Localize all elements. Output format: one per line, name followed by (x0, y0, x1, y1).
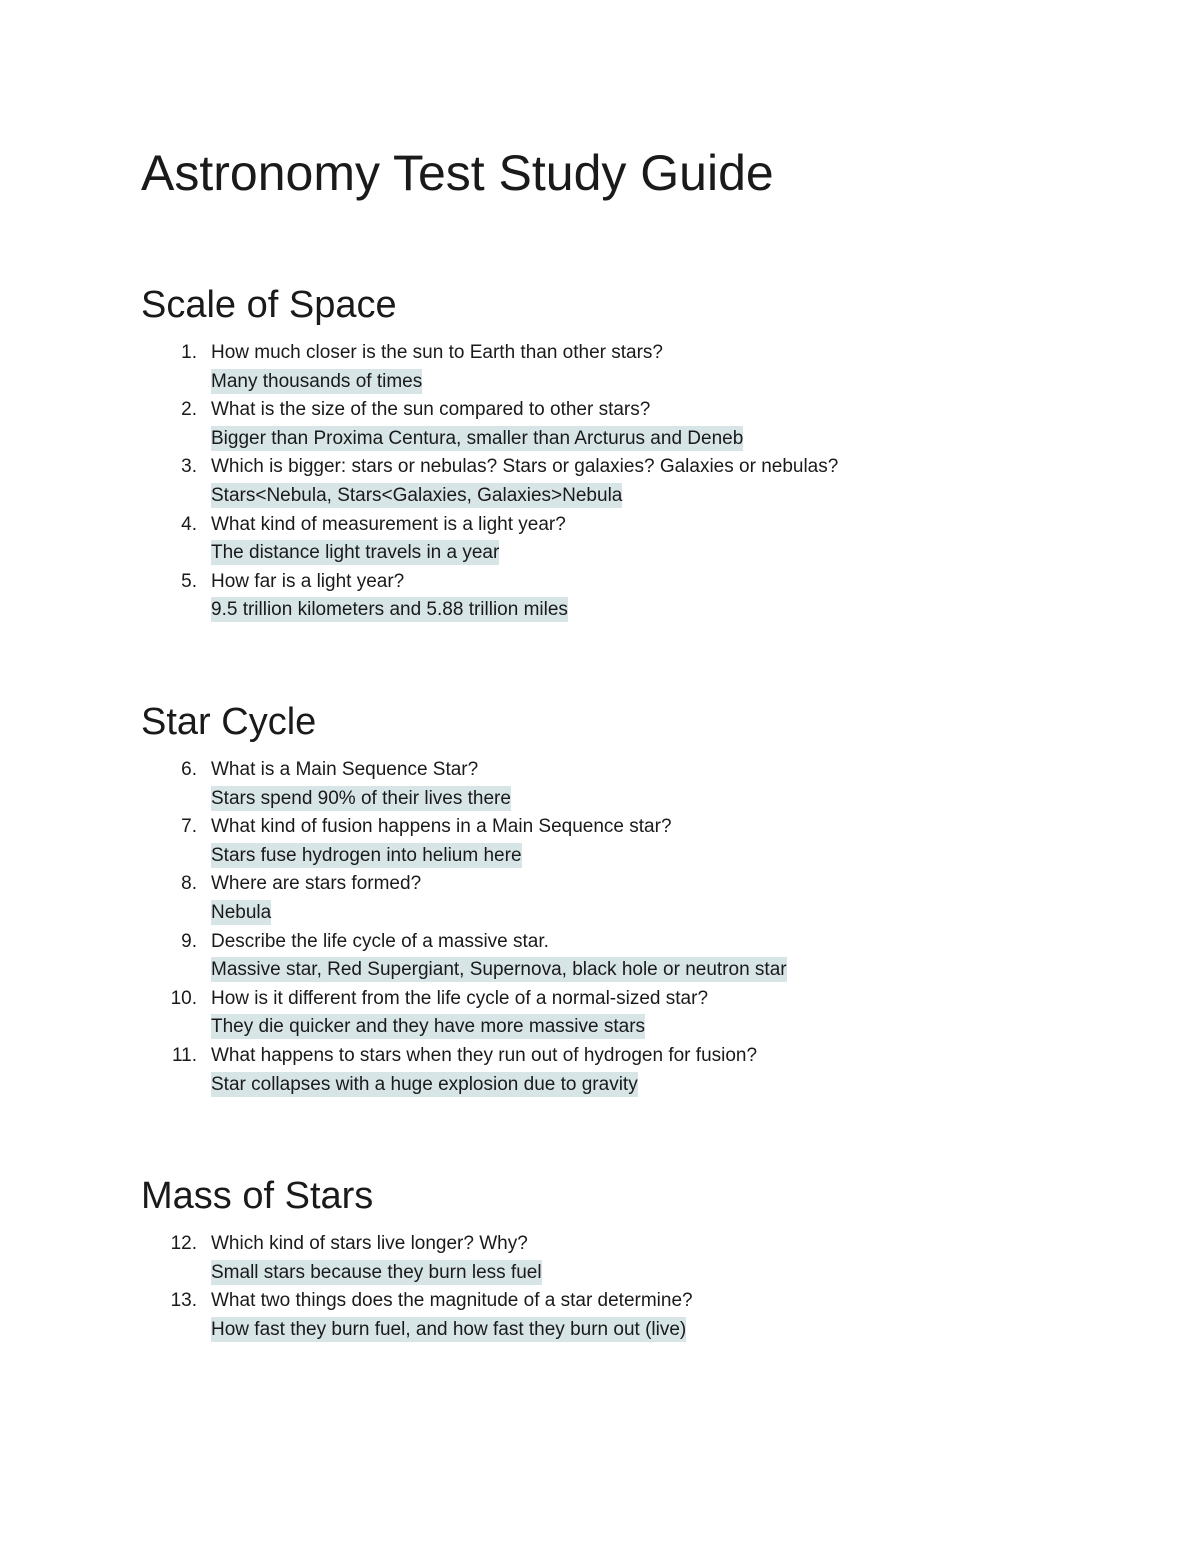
list-item (141, 870, 1141, 927)
section-scale-of-space (141, 283, 1141, 625)
answer-line (211, 425, 1141, 454)
list-item (141, 813, 1141, 870)
answer-line (211, 539, 1141, 568)
answer-text: Stars fuse hydrogen into helium here (211, 844, 522, 866)
list-item (141, 568, 1141, 625)
list-item (141, 928, 1141, 985)
list-item (141, 1042, 1141, 1099)
list-item (141, 1287, 1141, 1344)
answer-text: Small stars because they burn less fuel (211, 1261, 542, 1283)
answer-line (211, 899, 1141, 928)
section-heading: Star Cycle (141, 701, 317, 743)
question-list (141, 339, 1141, 625)
answer-text: 9.5 trillion kilometers and 5.88 trillion miles (211, 599, 568, 621)
question-list (141, 1230, 1141, 1344)
question-text: What kind of measurement is a light year? (211, 513, 566, 535)
question-number: 9. (181, 930, 197, 952)
question-number: 13. (170, 1290, 197, 1312)
answer-text: Nebula (211, 901, 272, 923)
answer-line (211, 1071, 1141, 1100)
section-mass-of-stars (141, 1174, 1141, 1344)
question-text: How much closer is the sun to Earth than other stars? (211, 342, 663, 363)
answer-line (211, 1316, 1141, 1345)
list-item (141, 985, 1141, 1042)
question-text: How is it different from the life cycle of a normal-sized star? (211, 987, 709, 1009)
answer-text: How fast they burn fuel, and how fast they burn out (live) (211, 1318, 687, 1340)
answer-text: Massive star, Red Supergiant, Supernova, black hole or neutron star (211, 959, 787, 981)
question-text: What happens to stars when they run out of hydrogen for fusion? (211, 1044, 758, 1066)
section-heading: Scale of Space (141, 284, 397, 326)
question-number: 8. (181, 873, 197, 895)
question-text: Where are stars formed? (211, 873, 422, 895)
question-number: 3. (181, 456, 197, 478)
section-heading: Mass of Stars (141, 1175, 374, 1217)
answer-text: Bigger than Proxima Centura, smaller than Arcturus and Deneb (211, 427, 744, 449)
section-star-cycle (141, 700, 1141, 1099)
question-text: Which kind of stars live longer? Why? (211, 1233, 528, 1254)
answer-text: Many thousands of times (211, 370, 423, 392)
page-title: Astronomy Test Study Guide (141, 145, 774, 201)
question-text: Which is bigger: stars or nebulas? Stars or galaxies? Galaxies or nebulas? (211, 456, 839, 478)
question-text: What is the size of the sun compared to other stars? (211, 399, 651, 421)
answer-text: The distance light travels in a year (211, 542, 500, 564)
answer-line (211, 785, 1141, 814)
question-number: 11. (171, 1044, 197, 1066)
list-item (141, 756, 1141, 813)
question-number: 7. (181, 816, 197, 838)
answer-text: Stars<Nebula, Stars<Galaxies, Galaxies>Nebula (211, 484, 623, 506)
question-text: What two things does the magnitude of a star determine? (211, 1290, 693, 1312)
question-number: 5. (181, 570, 197, 592)
answer-line (211, 842, 1141, 871)
answer-line (211, 1259, 1141, 1288)
answer-text: They die quicker and they have more massive stars (211, 1016, 646, 1038)
answer-line (211, 482, 1141, 511)
answer-text: Stars spend 90% of their lives there (211, 787, 511, 809)
answer-line (211, 596, 1141, 625)
answer-line (211, 368, 1141, 397)
question-number: 1. (181, 342, 197, 363)
question-list (141, 756, 1141, 1099)
question-number: 6. (181, 759, 197, 780)
question-number: 2. (181, 399, 197, 421)
answer-text: Star collapses with a huge explosion due to gravity (211, 1073, 638, 1095)
question-number: 4. (181, 513, 197, 535)
list-item (141, 511, 1141, 568)
list-item (141, 339, 1141, 396)
question-number: 12. (170, 1233, 197, 1254)
question-text: What kind of fusion happens in a Main Sequence star? (211, 816, 672, 838)
question-number: 10. (170, 987, 197, 1009)
list-item (141, 396, 1141, 453)
question-text: Describe the life cycle of a massive star. (211, 930, 549, 952)
answer-line (211, 1013, 1141, 1042)
question-text: What is a Main Sequence Star? (211, 759, 479, 780)
answer-line (211, 956, 1141, 985)
list-item (141, 453, 1141, 510)
list-item (141, 1230, 1141, 1287)
question-text: How far is a light year? (211, 570, 405, 592)
